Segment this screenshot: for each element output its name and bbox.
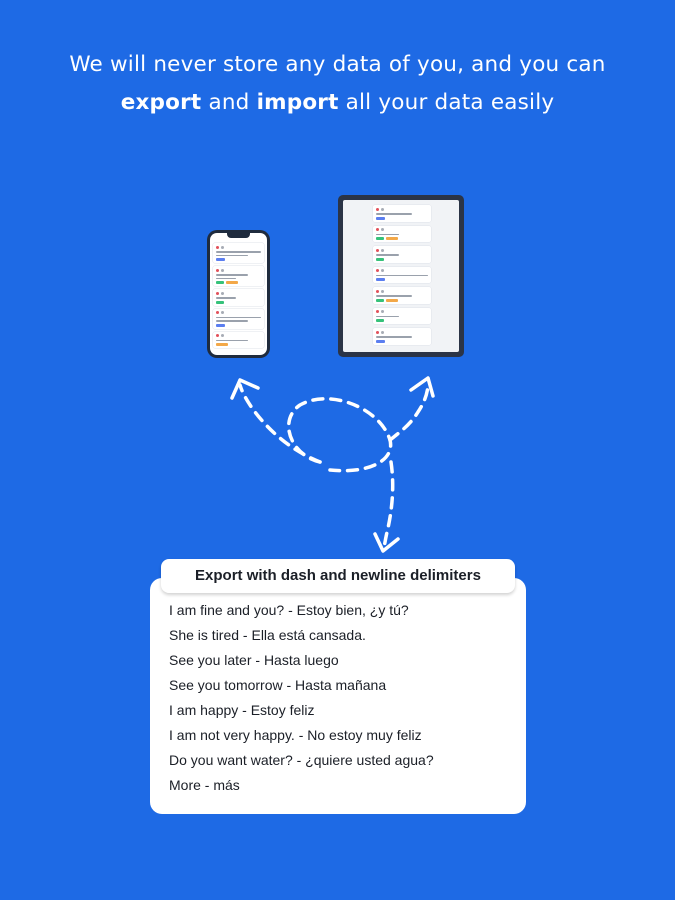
export-line: I am happy - Estoy feliz — [169, 702, 315, 718]
export-lines-list — [169, 598, 508, 798]
export-line: I am fine and you? - Estoy bien, ¿y tú? — [169, 602, 409, 618]
headline-import-word: import — [256, 90, 339, 115]
headline-and-word: and — [208, 90, 250, 115]
export-line: See you tomorrow - Hasta mañana — [169, 677, 387, 693]
export-line: I am not very happy. - No estoy muy feliz — [169, 727, 422, 743]
arrow-to-tablet — [390, 386, 428, 440]
arrow-head-phone — [232, 380, 258, 398]
arrow-to-export — [384, 462, 393, 548]
headline-line-end: all your data easily — [345, 90, 555, 115]
export-card — [150, 578, 526, 814]
headline-export-word: export — [120, 90, 202, 115]
export-line: Do you want water? - ¿quiere usted agua? — [169, 752, 434, 768]
export-line: More - más — [169, 777, 240, 793]
export-line: She is tired - Ella está cansada. — [169, 627, 366, 643]
arrow-to-phone — [240, 385, 320, 462]
arrow-head-tablet — [411, 378, 433, 396]
export-card-title: Export with dash and newline delimiters — [161, 559, 515, 593]
headline-line-1: We will never store any data of you, and you can — [69, 52, 606, 77]
export-line: See you later - Hasta luego — [169, 652, 339, 668]
arrow-loop — [289, 399, 391, 471]
